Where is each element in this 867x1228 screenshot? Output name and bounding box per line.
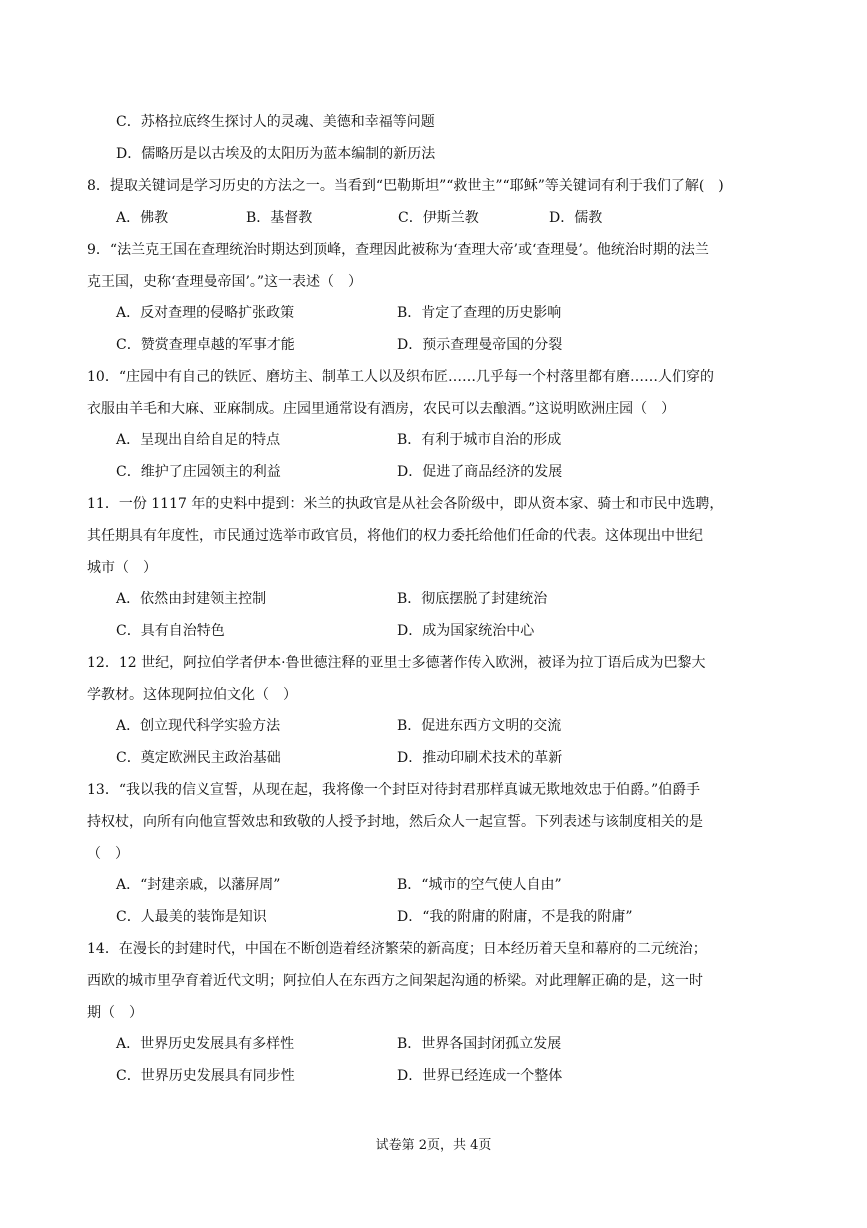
question-13-stem-line-2: 持权杖，向所有向他宣誓效忠和致敬的人授予封地，然后众人一起宣誓。下列表述与该制度相关的是 — [87, 814, 703, 830]
question-14-stem-line-2: 西欧的城市里孕育着近代文明；阿拉伯人在东西方之间架起沟通的桥梁。对此理解正确的是，这一时 — [87, 973, 703, 989]
question-10-option-d: D．促进了商品经济的发展 — [397, 464, 563, 480]
question-14-stem-line-3: 期（ ） — [87, 1005, 143, 1021]
question-9-stem-line-2: 克王国，史称‘查理曼帝国’。”这一表述（ ） — [87, 274, 363, 290]
question-8-option-a: A．佛教 — [116, 210, 169, 226]
question-9-stem-line-1: 9．“法兰克王国在查理统治时期达到顶峰，查理因此被称为‘查理大帝’或‘查理曼’。他统治时期的法兰 — [87, 242, 709, 258]
question-14-option-c: C．世界历史发展具有同步性 — [116, 1068, 295, 1084]
question-8-option-d: D．儒教 — [549, 210, 603, 226]
question-13-option-c: C．人最美的装饰是知识 — [116, 909, 267, 925]
question-8-stem: 8．提取关键词是学习历史的方法之一。当看到“巴勒斯坦”“救世主”“耶稣”等关键词有利于我们了解( ) — [87, 178, 724, 194]
question-10-option-b: B．有利于城市自治的形成 — [397, 432, 562, 448]
question-9-option-a: A．反对查理的侵略扩张政策 — [116, 305, 295, 321]
question-11-option-d: D．成为国家统治中心 — [397, 623, 535, 639]
question-8-option-b: B．基督教 — [246, 210, 313, 226]
question-9-option-b: B．肯定了查理的历史影响 — [397, 305, 562, 321]
question-12-option-d: D．推动印刷术技术的革新 — [397, 750, 563, 766]
question-14-option-d: D．世界已经连成一个整体 — [397, 1068, 563, 1084]
question-11-option-a: A．依然由封建领主控制 — [116, 591, 267, 607]
question-13-stem-line-3: （ ） — [87, 846, 129, 862]
question-10-stem-line-1: 10．“庄园中有自己的铁匠、磨坊主、制革工人以及织布匠……几乎每一个村落里都有磨……人们穿的 — [87, 369, 714, 385]
question-8-option-c: C．伊斯兰教 — [398, 210, 479, 226]
question-11-stem-line-1: 11．一份 1117 年的史料中提到：米兰的执政官是从社会各阶级中，即从资本家、骑士和市民中选聘， — [87, 496, 724, 512]
question-11-option-c: C．具有自治特色 — [116, 623, 225, 639]
question-12-option-b: B．促进东西方文明的交流 — [397, 718, 562, 734]
question-10-option-a: A．呈现出自给自足的特点 — [116, 432, 281, 448]
question-13-stem-line-1: 13．“我以我的信义宣誓，从现在起，我将像一个封臣对待封君那样真诚无欺地效忠于伯爵。”伯爵手 — [87, 782, 701, 798]
option-c-prev: C．苏格拉底终生探讨人的灵魂、美德和幸福等问题 — [116, 114, 435, 130]
question-14-option-b: B．世界各国封闭孤立发展 — [397, 1036, 562, 1052]
question-14-stem-line-1: 14．在漫长的封建时代，中国在不断创造着经济繁荣的新高度；日本经历着天皇和幕府的二元统治； — [87, 941, 707, 957]
question-9-option-d: D．预示查理曼帝国的分裂 — [397, 337, 563, 353]
question-13-option-b: B．“城市的空气使人自由” — [397, 877, 562, 893]
question-12-option-c: C．奠定欧洲民主政治基础 — [116, 750, 281, 766]
question-10-stem-line-2: 衣服由羊毛和大麻、亚麻制成。庄园里通常设有酒房，农民可以去酿酒。”这说明欧洲庄园（ ） — [87, 401, 676, 417]
question-12-stem-line-2: 学教材。这体现阿拉伯文化（ ） — [87, 687, 297, 703]
question-12-option-a: A．创立现代科学实验方法 — [116, 718, 281, 734]
option-d-prev: D．儒略历是以古埃及的太阳历为蓝本编制的新历法 — [116, 146, 436, 162]
question-13-option-a: A．“封建亲戚，以藩屏周” — [116, 877, 281, 893]
question-11-stem-line-2: 其任期具有年度性，市民通过选举市政官员，将他们的权力委托给他们任命的代表。这体现出中世纪 — [87, 528, 703, 544]
question-12-stem-line-1: 12．12 世纪，阿拉伯学者伊本·鲁世德注释的亚里士多德著作传入欧洲，被译为拉丁语后成为巴黎大 — [87, 655, 706, 671]
page-footer: 试卷第 2页，共 4页 — [375, 1138, 492, 1153]
question-14-option-a: A．世界历史发展具有多样性 — [116, 1036, 295, 1052]
question-10-option-c: C．维护了庄园领主的利益 — [116, 464, 281, 480]
question-9-option-c: C．赞赏查理卓越的军事才能 — [116, 337, 295, 353]
question-11-option-b: B．彻底摆脱了封建统治 — [397, 591, 548, 607]
question-11-stem-line-3: 城市（ ） — [87, 560, 157, 576]
question-13-option-d: D．“我的附庸的附庸，不是我的附庸” — [397, 909, 633, 925]
